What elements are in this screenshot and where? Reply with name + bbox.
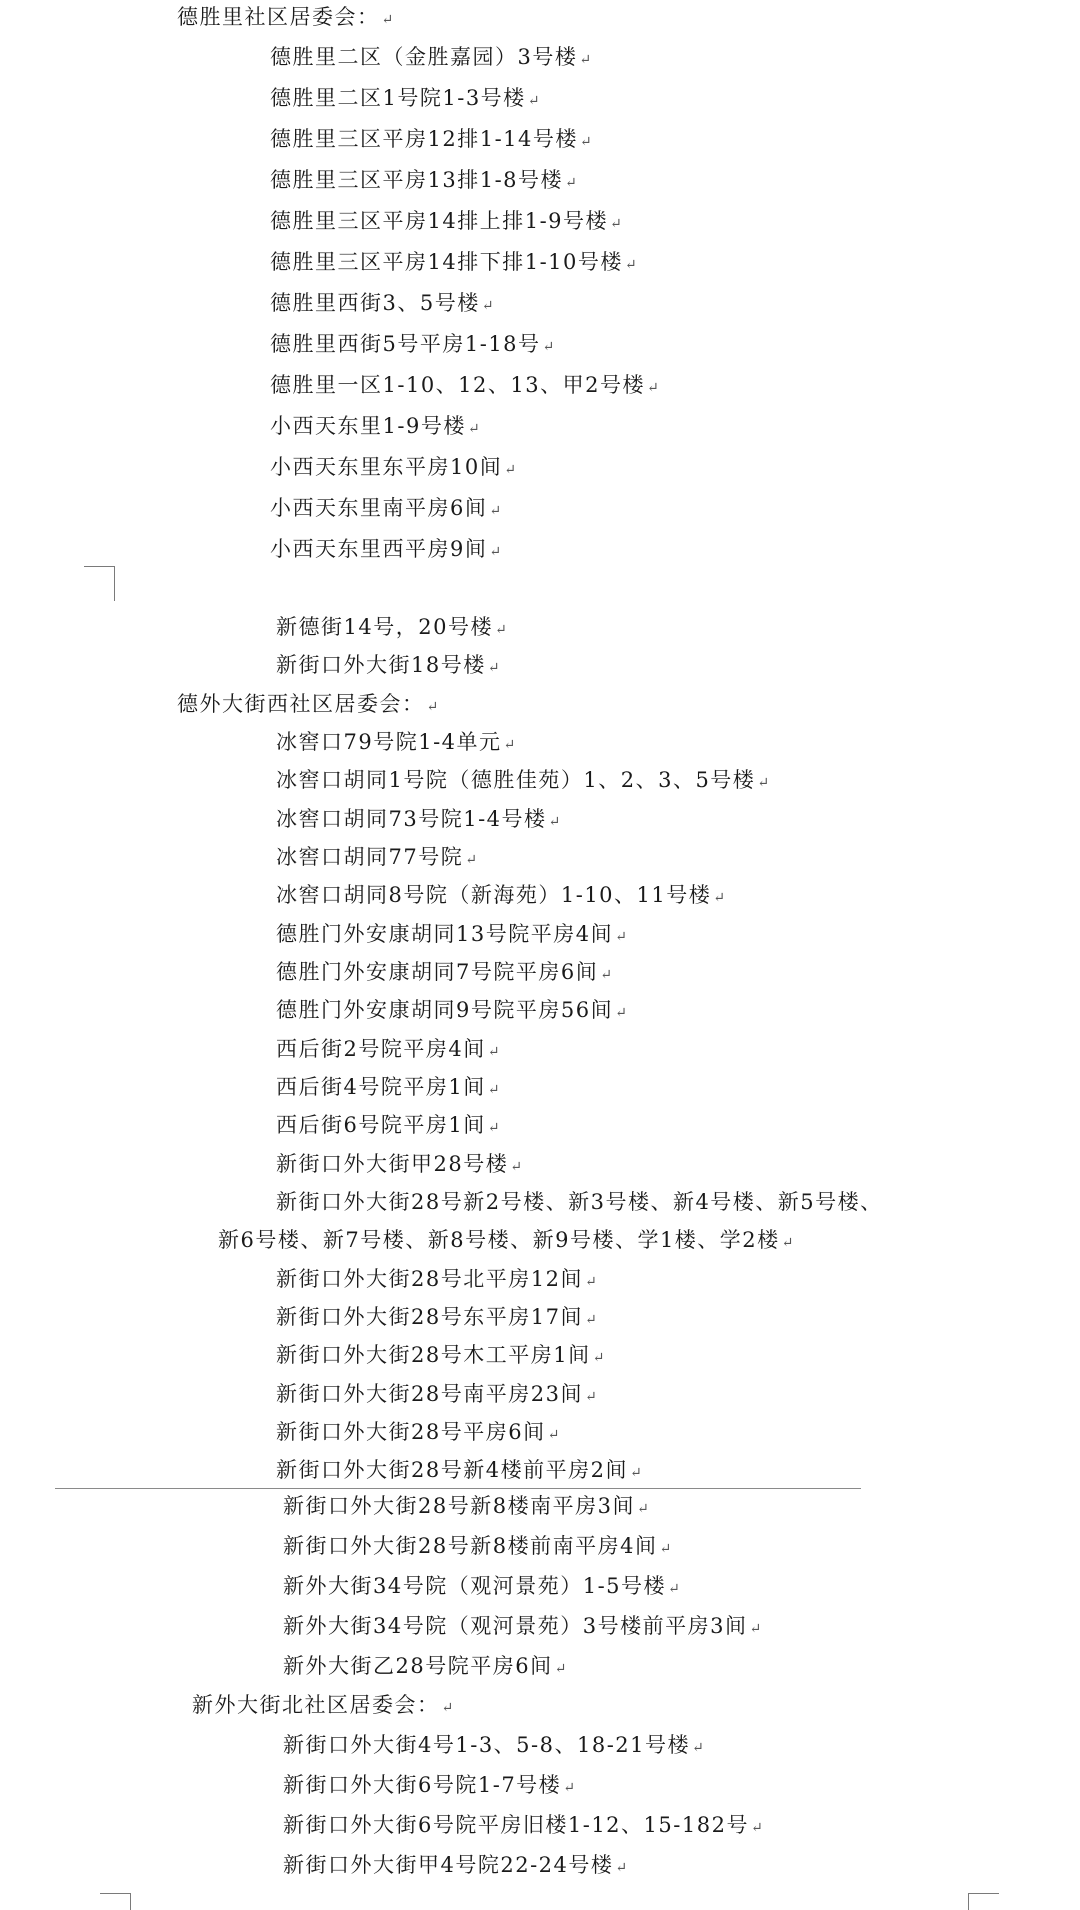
- address-line: 新街口外大街28号木工平房1间 ↵: [276, 1343, 605, 1367]
- address-line: 新街口外大街28号平房6间 ↵: [276, 1420, 560, 1444]
- section-heading: 新外大街北社区居委会： ↵: [192, 1693, 454, 1717]
- section-heading: 德外大街西社区居委会： ↵: [177, 692, 439, 716]
- address-line-continued: 新6号楼、新7号楼、新8号楼、新9号楼、学1楼、学2楼 ↵: [218, 1228, 794, 1252]
- page-corner-mark: [100, 1893, 131, 1910]
- address-line: 德胜里三区平房13排1-8号楼 ↵: [270, 168, 577, 192]
- address-line: 德胜里二区1号院1-3号楼 ↵: [270, 86, 540, 110]
- address-line: 德胜里二区（金胜嘉园）3号楼 ↵: [270, 45, 592, 69]
- address-line: 新街口外大街28号新8楼前南平房4间 ↵: [283, 1534, 672, 1558]
- address-line: 德胜门外安康胡同9号院平房56间 ↵: [276, 998, 627, 1022]
- address-line: 德胜里三区平房12排1-14号楼 ↵: [270, 127, 592, 151]
- section-heading: 德胜里社区居委会： ↵: [177, 5, 394, 29]
- address-line: 小西天东里1-9号楼 ↵: [270, 414, 480, 438]
- address-line: 新外大街34号院（观河景苑）3号楼前平房3间 ↵: [283, 1614, 762, 1638]
- address-line: 新街口外大街18号楼 ↵: [276, 653, 500, 677]
- address-line: 冰窖口79号院1-4单元 ↵: [276, 730, 516, 754]
- address-line: 新街口外大街6号院平房旧楼1-12、15-182号 ↵: [283, 1813, 763, 1837]
- address-line: 新德街14号，20号楼 ↵: [276, 615, 507, 639]
- address-line: 冰窖口胡同77号院 ↵: [276, 845, 477, 869]
- address-line: 西后街6号院平房1间 ↵: [276, 1113, 500, 1137]
- address-line: 新外大街34号院（观河景苑）1-5号楼 ↵: [283, 1574, 680, 1598]
- address-line: 西后街4号院平房1间 ↵: [276, 1075, 500, 1099]
- address-line: 小西天东里南平房6间 ↵: [270, 496, 502, 520]
- address-line: 新街口外大街28号南平房23间 ↵: [276, 1382, 597, 1406]
- address-line: 小西天东里西平房9间 ↵: [270, 537, 502, 561]
- address-line: 新街口外大街28号新4楼前平房2间 ↵: [276, 1458, 642, 1482]
- address-line: 新街口外大街6号院1-7号楼 ↵: [283, 1773, 575, 1797]
- address-line: 新街口外大街28号东平房17间 ↵: [276, 1305, 597, 1329]
- address-line: 德胜里一区1-10、12、13、甲2号楼 ↵: [270, 373, 659, 397]
- address-line: 新街口外大街28号北平房12间 ↵: [276, 1267, 597, 1291]
- address-line: 小西天东里东平房10间 ↵: [270, 455, 516, 479]
- address-line: 德胜里西街3、5号楼 ↵: [270, 291, 494, 315]
- address-line: 西后街2号院平房4间 ↵: [276, 1037, 500, 1061]
- address-line: 新街口外大街甲4号院22-24号楼 ↵: [283, 1853, 628, 1877]
- address-line: 德胜门外安康胡同13号院平房4间 ↵: [276, 922, 627, 946]
- address-line: 冰窖口胡同73号院1-4号楼 ↵: [276, 807, 561, 831]
- page-break-rule: [55, 1488, 861, 1489]
- address-line: 新外大街乙28号院平房6间 ↵: [283, 1654, 567, 1678]
- address-line: 新街口外大街4号1-3、5-8、18-21号楼 ↵: [283, 1733, 704, 1757]
- address-line: 德胜里三区平房14排下排1-10号楼 ↵: [270, 250, 637, 274]
- address-line: 冰窖口胡同1号院（德胜佳苑）1、2、3、5号楼 ↵: [276, 768, 770, 792]
- page-corner-mark: [84, 566, 115, 601]
- address-line: 新街口外大街28号新8楼南平房3间 ↵: [283, 1494, 649, 1518]
- address-line: 冰窖口胡同8号院（新海苑）1-10、11号楼 ↵: [276, 883, 725, 907]
- address-line: 德胜里西街5号平房1-18号 ↵: [270, 332, 555, 356]
- address-line: 新街口外大街28号新2号楼、新3号楼、新4号楼、新5号楼、: [276, 1190, 883, 1214]
- address-line: 德胜门外安康胡同7号院平房6间 ↵: [276, 960, 612, 984]
- address-line: 新街口外大街甲28号楼 ↵: [276, 1152, 522, 1176]
- page-corner-mark: [968, 1893, 999, 1910]
- address-line: 德胜里三区平房14排上排1-9号楼 ↵: [270, 209, 622, 233]
